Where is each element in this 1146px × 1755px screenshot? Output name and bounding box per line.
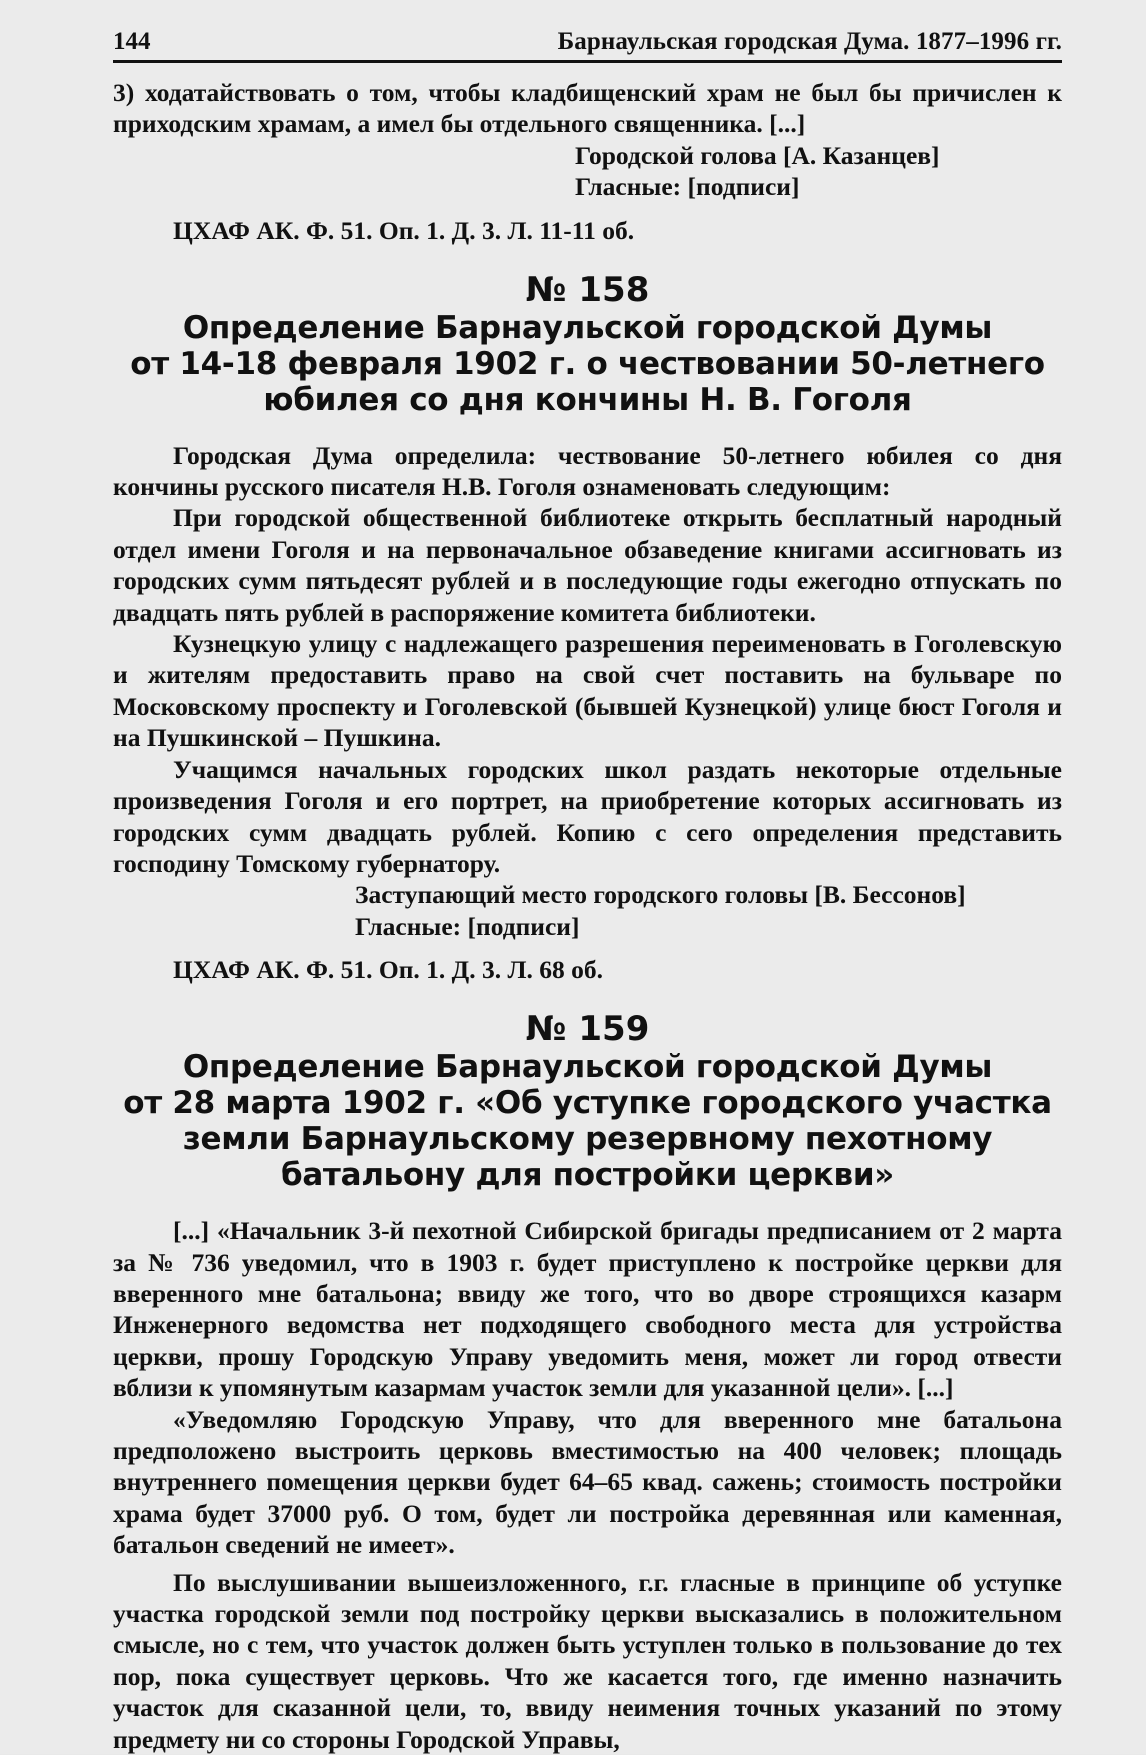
intro-item-text: 3) ходатайствовать о том, чтобы кладбищенский храм не был бы причислен к приходским храмам, а имел бы отдельного священника. [...] <box>113 78 1062 139</box>
doc-158-paragraph: При городской общественной библиотеке открыть бесплатный народный отдел имени Гоголя и на первоначальное обзаведение книгами ассигновать из городских сумм пятьдесят рублей и в последующие годы ежегодно отпускать по двадцать пять рублей в распоряжение комитета библиотеки. <box>113 503 1062 627</box>
doc-158-paragraph: Городская Дума определила: чествование 50-летнего юбилея со дня кончины русского писателя Н.В. Гоголя ознаменовать следующим: <box>113 440 1062 502</box>
doc-159-title-line: Определение Барнаульской городской Думы <box>182 1049 993 1086</box>
running-title: Барнаульская городская Дума. 1877–1996 гг. <box>557 28 1062 55</box>
doc-158-signature-block <box>113 879 1062 942</box>
doc-158-title-line: от 14-18 февраля 1902 г. о чествовании 50-летнего <box>130 345 1045 382</box>
running-header <box>113 28 1062 63</box>
doc-158-number: № 158 <box>525 269 650 310</box>
doc-158-title-line: Определение Барнаульской городской Думы <box>182 309 993 346</box>
doc-159-title <box>113 1049 1062 1193</box>
doc-158-paragraph: Учащимся начальных городских школ раздать некоторые отдельные произведения Гоголя и его портрет, на приобретение которых ассигновать из городских сумм двадцать рублей. Копию с сего определения представить господину Томскому губернатору. <box>113 754 1062 878</box>
doc-159-title-line: от 28 марта 1902 г. «Об уступке городского участка <box>123 1085 1052 1122</box>
doc-158-title-line: юбилея со дня кончины Н. В. Гоголя <box>263 381 912 418</box>
doc-159-number: № 159 <box>525 1009 650 1050</box>
intro-archive-ref: ЦХАФ АК. Ф. 51. Оп. 1. Д. 3. Л. 11-11 об. <box>173 215 635 245</box>
doc-158-paragraph: Кузнецкую улицу с надлежащего разрешения переименовать в Гоголевскую и жителям предоставить право на свой счет поставить на бульваре по Московскому проспекту и Гоголевской (бывшей Кузнецкой) улице бюст Гоголя и на Пушкинской – Пушкина. <box>113 629 1062 753</box>
intro-signature-head: Городской голова [А. Казанцев] <box>575 140 940 170</box>
intro-signature-block <box>113 140 1062 203</box>
doc-158-signature-members: Гласные: [подписи] <box>355 911 580 941</box>
doc-158-signature-head: Заступающий место городского головы [В. Бессонов] <box>355 880 966 910</box>
doc-159-title-line: батальону для постройки церкви» <box>280 1157 895 1194</box>
doc-159-paragraph: «Уведомляю Городскую Управу, что для вверенного мне батальона предположено выстроить церковь вместимостью на 400 человек; площадь внутреннего помещения церкви будет 64–65 квад. сажень; стоимость постройки храма будет 37000 руб. О том, будет ли постройка деревянная или каменная, батальон сведений не имеет». <box>113 1404 1062 1560</box>
doc-158-archive-ref: ЦХАФ АК. Ф. 51. Оп. 1. Д. 3. Л. 68 об. <box>173 955 603 985</box>
doc-159-paragraph: [...] «Начальник 3-й пехотной Сибирской бригады предписанием от 2 марта за № 736 уведомил, что в 1903 г. будет приступлено к постройке церкви для вверенного мне батальона; ввиду же того, что во дворе строящихся казарм Инженерного ведомства нет подходящего свободного места для устройства церкви, прошу Городскую Управу уведомить меня, может ли город отвести вблизи к упомянутым казармам участок земли для указанной цели». [...] <box>113 1216 1062 1403</box>
doc-159-paragraph: По выслушивании вышеизложенного, г.г. гласные в принципе об уступке участка городской земли под постройку церкви высказались в положительном смысле, но с тем, что участок должен быть уступлен только в пользование до тех пор, пока существует церковь. Что же касается того, где именно назначить участок для сказанной цели, то, ввиду неимения точных указаний по этому предмету ни со стороны Городской Управы, <box>113 1567 1062 1754</box>
intro-signature-members: Гласные: [подписи] <box>575 172 800 202</box>
doc-159-title-line: земли Барнаульскому резервному пехотному <box>182 1121 993 1158</box>
page-number: 144 <box>113 28 151 55</box>
doc-158-title <box>113 310 1062 418</box>
